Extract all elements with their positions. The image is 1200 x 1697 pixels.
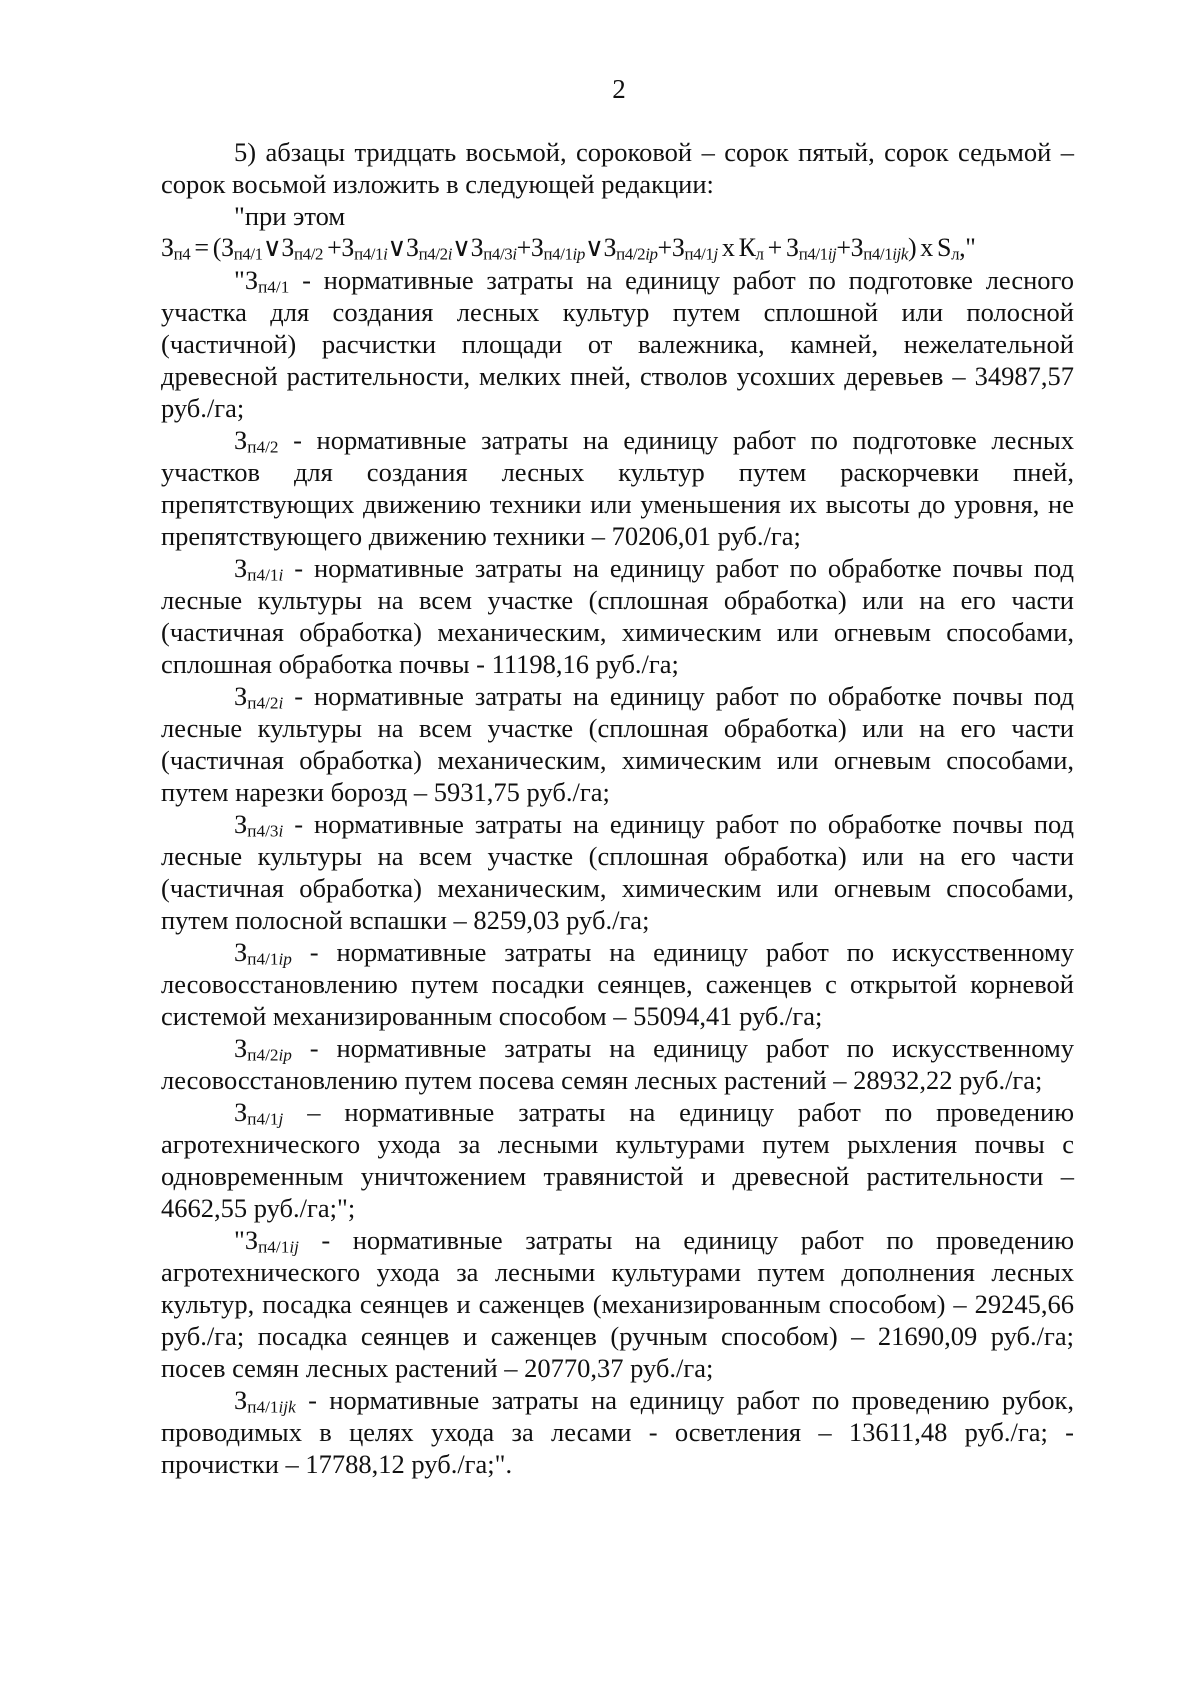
definition-paragraph: $З_{п4/1i}$ - нормативные затраты на единицу работ по обработке почвы под лесные культуры на всем участке (сплошная обработка) или на его части (частичная обработка) механическим, химическим или огневым способами, сплошная обработка почвы - 11198,16 руб./га; <box>161 553 1074 679</box>
definition-paragraph: $З_{п4/2}$ - нормативные затраты на единицу работ по подготовке лесных участков для создания лесных культур путем раскорчевки пней, препятствующих движению техники или уменьшения их высоты до уровня, не препятствующего движению техники – 70206,01 руб./га; <box>161 425 1074 551</box>
definition-paragraph: $З_{п4/1ip}$ - нормативные затраты на единицу работ по искусственному лесовосстановлению путем посадки сеянцев, саженцев с открытой корневой системой механизированным способом – 55094,41 руб./га; <box>161 937 1074 1031</box>
definition-paragraph: $З_{п4/2i}$ - нормативные затраты на единицу работ по обработке почвы под лесные культуры на всем участке (сплошная обработка) или на его части (частичная обработка) механическим, химическим или огневым способами, путем нарезки борозд – 5931,75 руб./га; <box>161 681 1074 807</box>
definition-paragraph: $З_{п4/1j}$ – нормативные затраты на единицу работ по проведению агротехнического ухода за лесными культурами путем рыхления почвы с одновременным уничтожением травянистой и древесной растительности – 4662,55 руб./га;"; <box>161 1097 1074 1223</box>
definition-paragraph: $З_{п4/1ijk}$ - нормативные затраты на единицу работ по проведению рубок, проводимых в целях ухода за лесами - осветления – 13611,48 руб./га; - прочистки – 17788,12 руб./га;". <box>161 1385 1074 1479</box>
definition-paragraph: $З_{п4/2ip}$ - нормативные затраты на единицу работ по искусственному лесовосстановлению путем посева семян лесных растений – 28932,22 руб./га; <box>161 1033 1074 1095</box>
formula-line: $З_{п4}$ = ($З_{п4/1}\vee З_{п4/2}$ $+З_{п4/1i}\vee З_{п4/2i}\vee З_{п4/3i}+З_{п4/1ip}\vee З_{п4/2ip}+З_{п4/1j}$ x $К_л + З_{п4/1ij}+З_{п4/1ijk}$) x $S_л$," <box>161 233 976 264</box>
intro-paragraph: 5) абзацы тридцать восьмой, сороковой – сорок пятый, сорок седьмой – сорок восьмой изложить в следующей редакции: <box>161 137 1074 199</box>
document-body <box>161 136 1074 1480</box>
pri-etom-line: "при этом <box>234 201 346 231</box>
definition-paragraph: "$З_{п4/1ij}$ - нормативные затраты на единицу работ по проведению агротехнического ухода за лесными культурами путем дополнения лесных культур, посадка сеянцев и саженцев (механизированным способом) – 29245,66 руб./га; посадка сеянцев и саженцев (ручным способом) – 21690,09 руб./га; посев семян лесных растений – 20770,37 руб./га; <box>161 1225 1074 1383</box>
definition-paragraph: "$З_{п4/1}$ - нормативные затраты на единицу работ по подготовке лесного участка для создания лесных культур путем сплошной или полосной (частичной) расчистки площади от валежника, камней, нежелательной древесной растительности, мелких пней, стволов усохших деревьев – 34987,57 руб./га; <box>161 265 1074 423</box>
definition-paragraph: $З_{п4/3i}$ - нормативные затраты на единицу работ по обработке почвы под лесные культуры на всем участке (сплошная обработка) или на его части (частичная обработка) механическим, химическим или огневым способами, путем полосной вспашки – 8259,03 руб./га; <box>161 809 1074 935</box>
page-number: 2 <box>612 74 626 104</box>
